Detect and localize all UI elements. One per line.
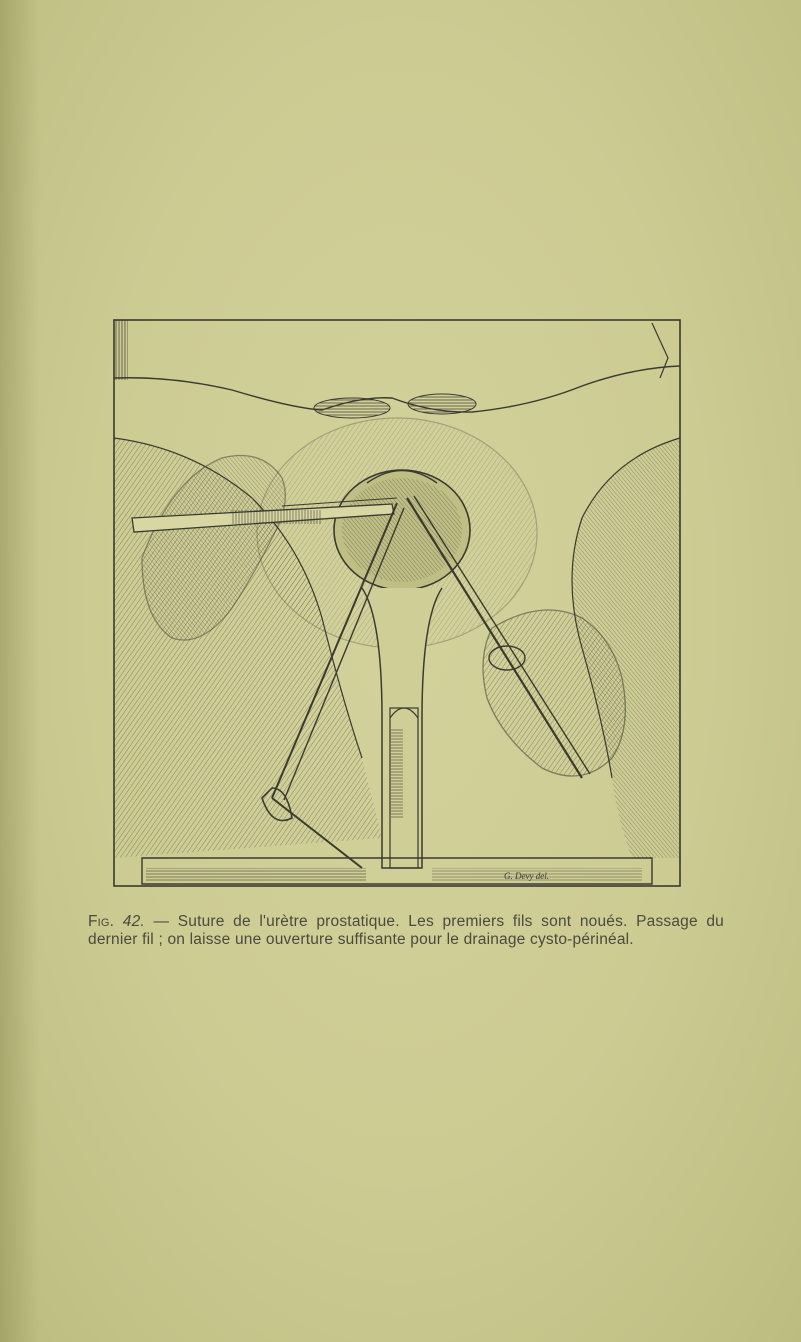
- figure-caption: [88, 913, 724, 949]
- artist-signature: [504, 871, 549, 881]
- page-binding-shadow: [0, 0, 40, 1342]
- svg-text:G. Devy del.: G. Devy del.: [504, 871, 549, 881]
- caption-text: — Suture de l'urètre prostatique. Les premiers fils sont noués. Passage du dernier fil ; on laisse une ouverture suffisante pour le drainage cysto-périnéal.: [88, 912, 725, 948]
- figure-illustration: [112, 318, 682, 888]
- surgical-drape: [114, 320, 680, 412]
- figure-number: 42.: [122, 912, 145, 930]
- figure-label: Fig.: [88, 912, 115, 930]
